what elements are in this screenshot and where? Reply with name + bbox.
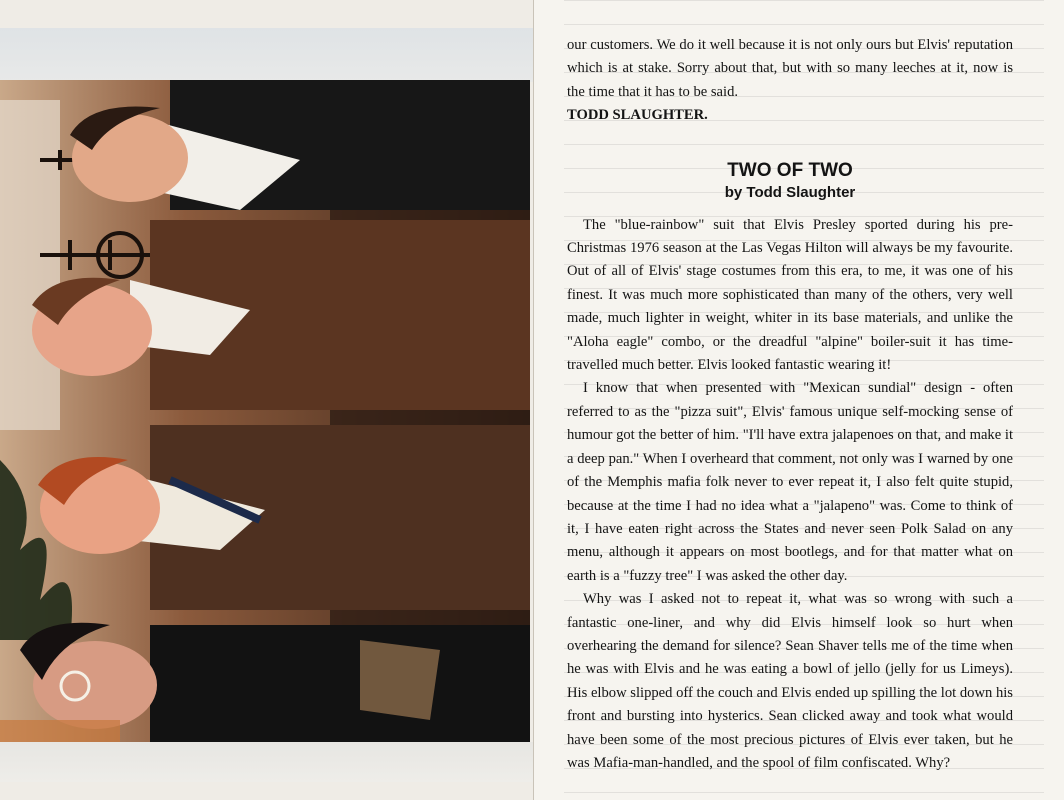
bleed-through-footer	[0, 742, 533, 782]
intro-paragraph: our customers. We do it well because it is not only ours but Elvis' reputation which is at stake. Sorry about that, but with so many leeches at it, now is the time that it has to be said.	[567, 37, 1013, 100]
group-photo-illustration	[0, 80, 530, 742]
article-byline: by Todd Slaughter	[724, 183, 856, 201]
bleed-through-header	[0, 28, 533, 82]
body-paragraph-2: I know that when presented with "Mexican sundial" design - often referred to as the "pizza suit", Elvis' famous unique self-mocking sense of humour got the better of him. "I'll have extra jalapenoes on that, and make it a deep pan." When I overheard that comment, not only was I warned by one of the Memphis mafia folk never to ever repeat it, I also felt quite stupid, because at the time I had no idea what a "jalapeno" was. Come to think of it, I have eaten right across the States and never seen Polk Salad on any menu, although it appears on most bootlegs, and for that matter what on earth is a "fuzzy tree" I was asked the other day.	[567, 380, 1013, 584]
body-paragraph-1: The "blue-rainbow" suit that Elvis Presley sported during his pre-Christmas 1976 season at the Las Vegas Hilton will always be my favourite. Out of all of Elvis' stage costumes from this era, to me, it was one of his finest. It was much more sophisticated than many of the others, very well made, much lighter in weight, whiter in its base materials, and unlike the "Aloha eagle" combo, or the dreadful "alpine" boiler-suit it has time-travelled much better. Elvis looked fantastic wearing it!	[567, 216, 1013, 374]
article-title: TWO OF TWO	[727, 159, 853, 181]
body-paragraph-3: Why was I asked not to repeat it, what was so wrong with such a fantastic one-liner, and why did Elvis himself look so hurt when overhearing the demand for silence? Sean Shaver tells me of the time when he was with Elvis and he was eating a bowl of jello (jelly for us Limeys). His elbow slipped off the couch and Elvis ended up spilling the lot down his front and bursting into hysterics. Sean clicked away and took what would have been some of the most precious pictures of Elvis ever taken, but he was Mafia-man-handled, and the spool of film confiscated. Why?	[567, 591, 1013, 771]
signature: TODD SLAUGHTER.	[567, 107, 708, 124]
article-body	[567, 34, 1013, 775]
group-photo	[0, 80, 530, 742]
